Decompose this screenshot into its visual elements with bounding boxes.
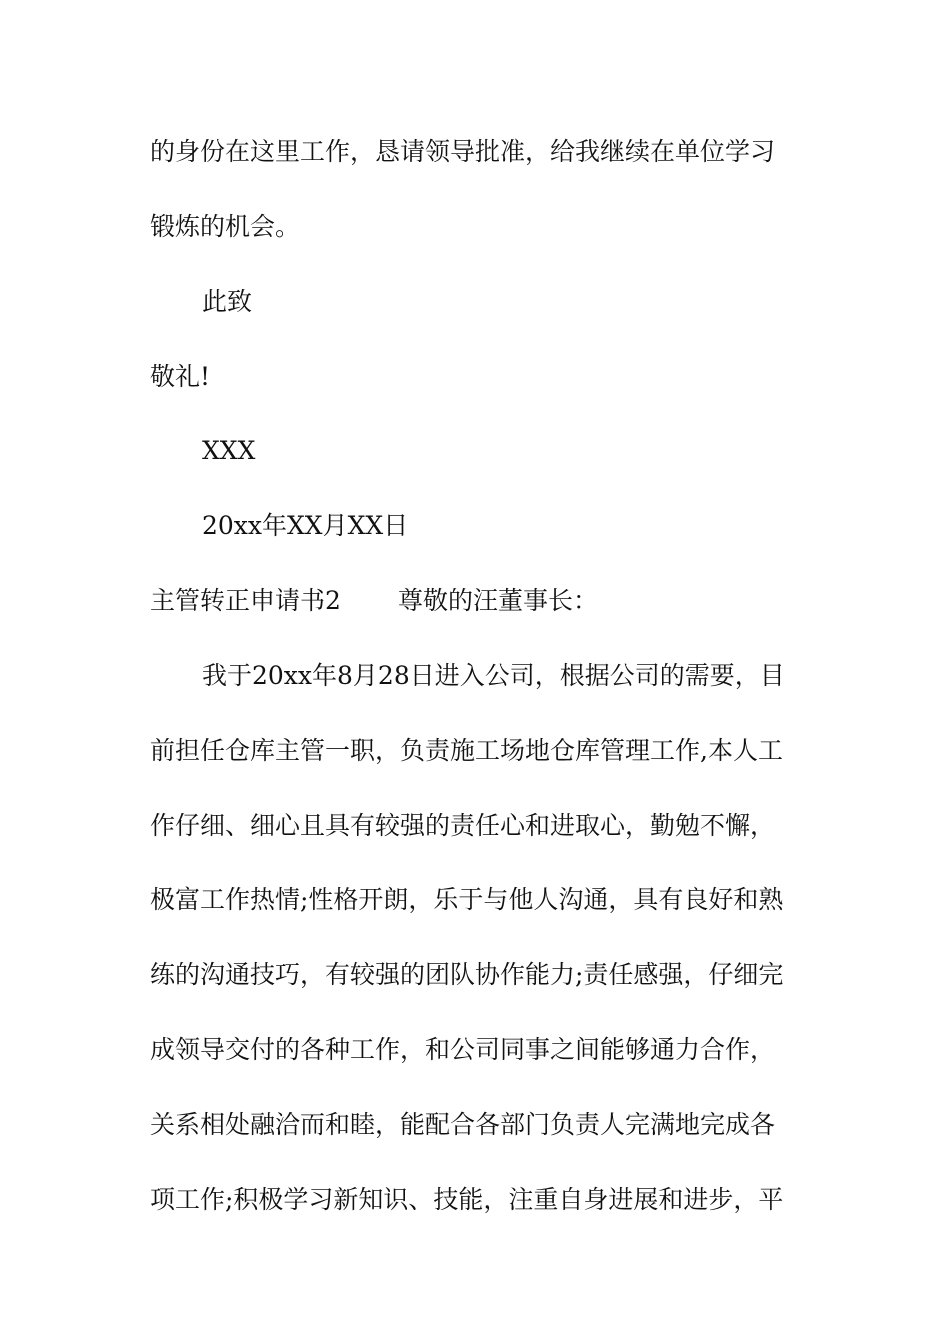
- date-text: 20xx年XX月XX日: [202, 511, 409, 540]
- salutation-text: 尊敬的汪董事长：: [398, 586, 599, 615]
- signature-text: XXX: [202, 436, 256, 465]
- continuation-line: 锻炼的机会。: [150, 212, 301, 241]
- body-line: 成领导交付的各种工作，和公司同事之间能够通力合作，: [150, 1035, 776, 1064]
- closing-text: 此致: [202, 287, 253, 316]
- body-line: 项工作;积极学习新知识、技能，注重自身进展和进步，平: [150, 1185, 784, 1214]
- body-line: 关系相处融洽而和睦，能配合各部门负责人完满地完成各: [150, 1110, 776, 1139]
- body-line: 前担任仓库主管一职，负责施工场地仓库管理工作,本人工: [150, 736, 783, 765]
- section-title: 主管转正申请书2: [150, 586, 341, 615]
- body-line: 极富工作热情;性格开朗，乐于与他人沟通，具有良好和熟: [150, 885, 784, 914]
- body-line: 练的沟通技巧，有较强的团队协作能力;责任感强，仔细完: [150, 960, 784, 989]
- body-line: 我于20xx年8月28日进入公司，根据公司的需要，目: [202, 661, 785, 690]
- respect-text: 敬礼!: [150, 362, 211, 391]
- continuation-line: 的身份在这里工作，恳请领导批准，给我继续在单位学习: [150, 137, 776, 166]
- body-line: 作仔细、细心且具有较强的责任心和进取心，勤勉不懈，: [150, 811, 776, 840]
